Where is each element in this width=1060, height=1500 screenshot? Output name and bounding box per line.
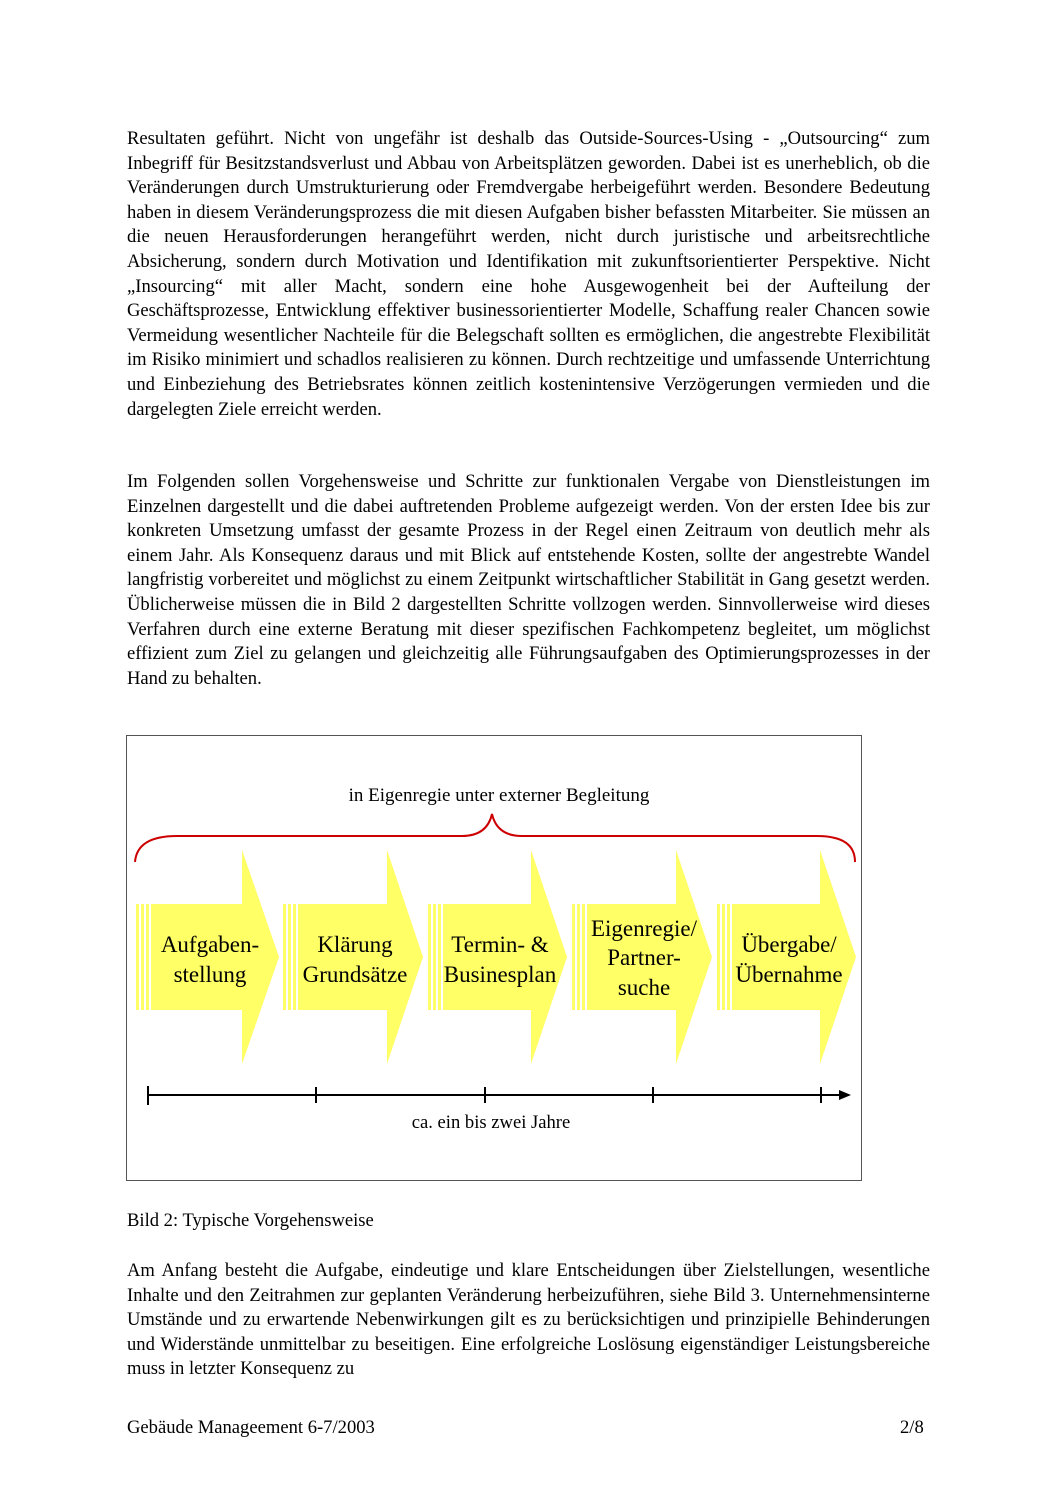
timeline-axis <box>148 1086 851 1105</box>
process-figure <box>126 735 862 1181</box>
body-paragraph-2: Im Folgenden sollen Vorgehensweise und Schritte zur funktionalen Vergabe von Dienstleistungen im Einzelnen dargestellt und die dabei auftretenden Probleme aufgezeigt werden. Von der ersten Idee bis zur konkreten Umsetzung umfasst der gesamte Prozess in der Regel einen Zeitraum von deutlich mehr als einem Jahr. Als Konsequenz daraus und mit Blick auf entstehende Kosten, sollte der angestrebte Wandel langfristig vorbereitet und möglichst zu einem Zeitpunkt wirtschaftlicher Stabilität in Gang gesetzt werden. Üblicherweise müssen die in Bild 2 dargestellten Schritte vollzogen werden. Sinnvollerweise wird dieses Verfahren durch eine externe Beratung mit dieser spezifischen Fachkompetenz begleitet, um möglichst effizient zum Ziel zu gelangen und gleichzeitig alle Führungsaufgaben des Optimierungsprozesses in der Hand zu behalten. <box>127 471 930 689</box>
step-arrow-1 <box>136 850 279 1064</box>
step-arrow-5 <box>717 850 856 1064</box>
step-5-line-1: Übergabe/ <box>741 932 837 957</box>
body-paragraph-1: Resultaten geführt. Nicht von ungefähr ist deshalb das Outside-Sources-Using - „Outsourcing“ zum Inbegriff für Besitzstandsverlust und Abbau von Arbeitsplätzen geworden. Dabei ist es unerheblich, ob die Veränderungen durch Umstrukturierung oder Fremdvergabe herbeigeführt werden. Besondere Bedeutung haben in diesem Veränderungsprozess die mit diesen Aufgaben bisher befassten Mitarbeiter. Sie müssen an die neuen Herausforderungen herangeführt werden, nicht durch juristische und arbeitsrechtliche Absicherung, sondern durch Motivation und Identifikation mit zukunftsorientierter Perspektive. Nicht „Insourcing“ mit aller Macht, sondern eine hohe Ausgewogenheit bei der Aufteilung der Geschäftsprozesse, Entwicklung effektiver businessorientierter Modelle, Schaffung realer Chancen sowie Vermeidung wesentlicher Nachteile für die Belegschaft sollten es ermöglichen, die angestrebte Flexibilität im Risiko minimiert und schadlos realisieren zu können. Durch rechtzeitige und umfassende Unterrichtung und Einbeziehung des Betriebsrates können zeitlich kostenintensive Verzögerungen vermieden und die dargelegten Ziele erreicht werden. <box>127 128 930 420</box>
step-arrow-4 <box>572 850 712 1064</box>
figure-caption: Bild 2: Typische Vorgehensweise <box>127 1210 374 1231</box>
step-5-line-2: Übernahme <box>735 962 843 987</box>
step-4-line-1: Eigenregie/ <box>590 916 698 941</box>
brace-label: in Eigenregie unter externer Begleitung <box>348 785 650 806</box>
step-1-line-1: Aufgaben- <box>160 932 260 957</box>
body-paragraph-3: Am Anfang besteht die Aufgabe, eindeutige und klare Entscheidungen über Zielstellungen, wesentliche Inhalte und den Zeitrahmen zur geplanten Veränderung herbeizuführen, siehe Bild 3. Unternehmensinterne Umstände und zu erwartende Nebenwirkungen gilt es zu berücksichtigen und prinzipielle Behinderungen und Widerstände unmittelbar zu beseitigen. Eine erfolgreiche Loslösung eigenständiger Leistungsbereiche muss in letzter Konsequenz zu <box>127 1260 930 1380</box>
step-2-line-2: Grundsätze <box>302 962 408 987</box>
timeline-label: ca. ein bis zwei Jahre <box>411 1112 571 1133</box>
footer-publication: Gebäude Manageement 6-7/2003 <box>127 1417 375 1438</box>
step-4-line-2: Partner- <box>607 945 681 970</box>
step-arrow-3 <box>428 850 567 1064</box>
step-4-line-3: suche <box>617 975 671 1000</box>
step-1-line-2: stellung <box>173 962 247 987</box>
step-3-line-2: Businesplan <box>443 962 557 987</box>
step-arrow-2 <box>283 850 423 1064</box>
step-3-line-1: Termin- & <box>451 932 549 957</box>
footer-page-number: 2/8 <box>900 1417 924 1438</box>
step-2-line-1: Klärung <box>317 932 393 957</box>
process-diagram <box>127 736 861 1180</box>
